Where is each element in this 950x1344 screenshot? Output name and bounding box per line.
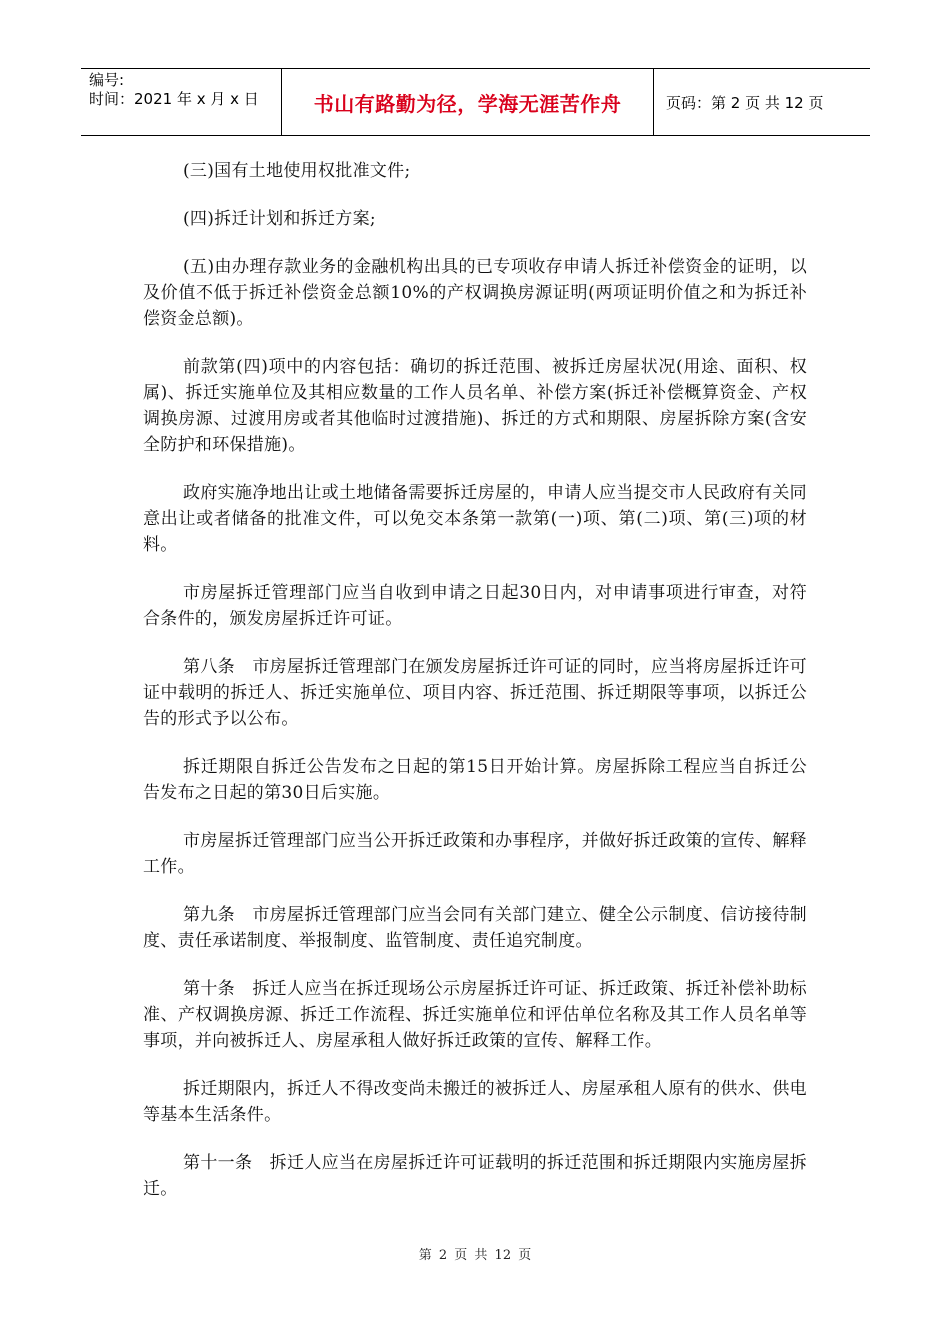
paragraph: (四)拆迁计划和拆迁方案;	[183, 209, 376, 229]
paragraph: 拆迁期限内，拆迁人不得改变尚未搬迁的被拆迁人、房屋承租人原有的供水、供电等基本生活条件。	[143, 1079, 807, 1125]
paragraph: 拆迁期限自拆迁公告发布之日起的第15日开始计算。房屋拆除工程应当自拆迁公告发布之日起的第30日后实施。	[143, 757, 807, 803]
paragraph: 市房屋拆迁管理部门应当公开拆迁政策和办事程序，并做好拆迁政策的宣传、解释工作。	[143, 831, 807, 877]
header-page-info: 页码：第 2 页 共 12 页	[666, 93, 824, 112]
article-10-paragraph: 第十条 拆迁人应当在拆迁现场公示房屋拆迁许可证、拆迁政策、拆迁补偿补助标准、产权调换房源、拆迁工作流程、拆迁实施单位和评估单位名称及其工作人员名单等事项，并向被拆迁人、房屋承租人做好拆迁政策的宣传、解释工作。	[143, 979, 807, 1051]
paragraph: 政府实施净地出让或土地储备需要拆迁房屋的，申请人应当提交市人民政府有关同意出让或者储备的批准文件，可以免交本条第一款第(一)项、第(二)项、第(三)项的材料。	[143, 483, 807, 555]
paragraph: (五)由办理存款业务的金融机构出具的已专项收存申请人拆迁补偿资金的证明，以及价值不低于拆迁补偿资金总额10%的产权调换房源证明(两项证明价值之和为拆迁补偿资金总额)。	[143, 257, 807, 329]
document-body	[143, 158, 807, 1224]
article-11-paragraph: 第十一条 拆迁人应当在房屋拆迁许可证载明的拆迁范围和拆迁期限内实施房屋拆迁。	[143, 1153, 807, 1199]
document-date: 时间：2021 年 x 月 x 日	[89, 90, 259, 108]
document-number-label: 编号:	[89, 71, 125, 89]
paragraph: 前款第(四)项中的内容包括：确切的拆迁范围、被拆迁房屋状况(用途、面积、权属)、拆迁实施单位及其相应数量的工作人员名单、补偿方案(拆迁补偿概算资金、产权调换房源、过渡用房或者其他临时过渡措施)、拆迁的方式和期限、房屋拆除方案(含安全防护和环保措施)。	[143, 357, 807, 455]
article-9-paragraph: 第九条 市房屋拆迁管理部门应当会同有关部门建立、健全公示制度、信访接待制度、责任承诺制度、举报制度、监管制度、责任追究制度。	[143, 905, 807, 951]
document-header	[81, 68, 870, 136]
page-footer: 第 2 页 共 12 页	[418, 1248, 532, 1263]
paragraph: 市房屋拆迁管理部门应当自收到申请之日起30日内，对申请事项进行审查，对符合条件的，颁发房屋拆迁许可证。	[143, 583, 807, 629]
article-8-paragraph: 第八条 市房屋拆迁管理部门在颁发房屋拆迁许可证的同时，应当将房屋拆迁许可证中载明的拆迁人、拆迁实施单位、项目内容、拆迁范围、拆迁期限等事项，以拆迁公告的形式予以公布。	[143, 657, 807, 729]
header-motto: 书山有路勤为径，学海无涯苦作舟	[282, 69, 654, 135]
header-meta-cell	[81, 69, 282, 135]
paragraph: (三)国有土地使用权批准文件;	[183, 161, 411, 181]
